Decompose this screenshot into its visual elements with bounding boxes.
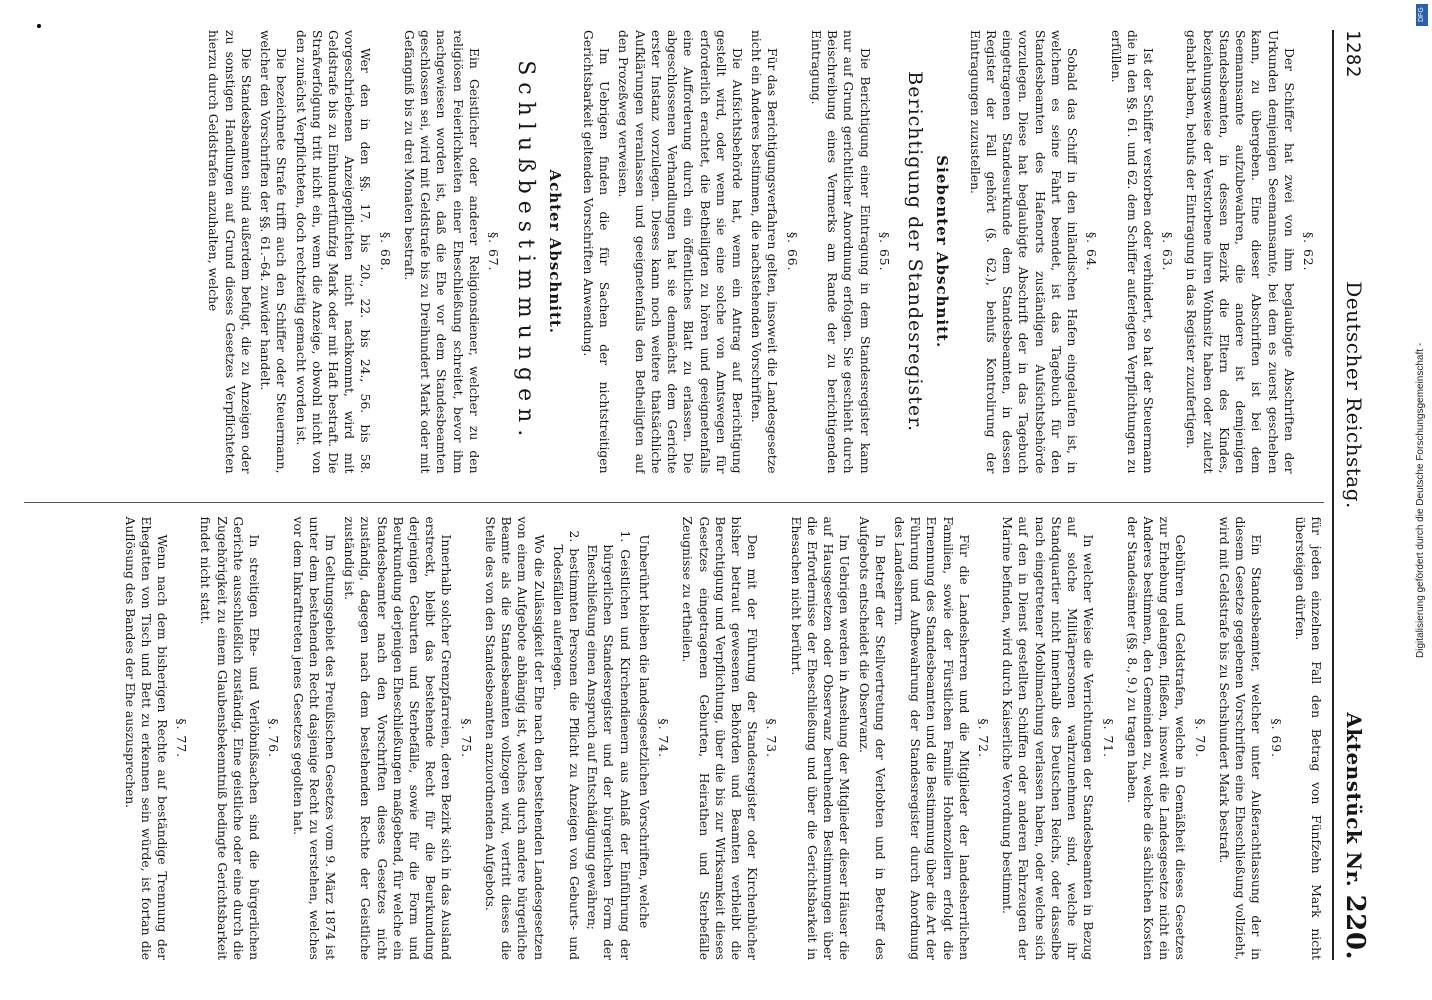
right-column — [24, 502, 1324, 961]
paragraph-heading: §. 65. — [876, 231, 891, 272]
paragraph-text: Im Uebrigen werden in Ansehung der Mitglieder dieser Häuser die auf Hausgesetzen oder Observanz beruhenden Bestimmungen über die Erfordernisse der Eheschließung und über die Gerichtsbarkeit in Ehesachen nicht berührt. — [788, 516, 852, 960]
paragraph-heading: §. 77. — [174, 718, 189, 759]
paragraph-text: Für die Landesherren und die Mitglieder der landesherrlichen Familien, sowie der Fürstlichen Familie Hohenzollern erfolgt die Ernennung des Standesbeamten und die Bestimmung über die Art der Führung und Aufbewahrung der Standesregister durch Anordnung des Landesherrn. — [891, 516, 971, 960]
paragraph-text: für jeden einzelnen Fall den Betrag von Fünfzehn Mark nicht übersteigen dürfen. — [1292, 516, 1323, 960]
paragraph-text: Wenn nach dem bisherigen Rechte auf beständige Trennung der Ehegatten von Tisch und Bett zu erkennen sein würde, ist fortan die Auflösung des Bandes der Ehe auszusprechen. — [122, 516, 169, 960]
paragraph-text: Ist der Schiffer verstorben oder verhindert, so hat der Steuermann die in den §§. 61. und 62. dem Schiffer auferlegten Verpflichtungen zu erfüllen. — [1108, 30, 1156, 474]
paragraph-text: Wer den in den §§. 17. bis 20., 22. bis 24., 56. bis 58. vorgeschriebenen Anzeigepflichten nicht nachkommt, wird mit Geldstrafe bis zu Einhundertfünfzig Mark oder mit Haft bestraft. Die Strafverfolgung tritt nicht ein, wenn die Anzeige, obwohl nicht von den zunächst Verpflichteten, doch rechtzeitig gemacht worden ist. — [293, 30, 373, 474]
paragraph-text: Im Uebrigen finden die für Sachen der nichtstreitigen Gerichtsbarkeit geltenden Vorschriften Anwendung. — [581, 30, 612, 474]
paragraph-text: Die Standesbeamten sind außerdem befugt, die zu Anzeigen oder zu sonstigen Handlungen auf Grund dieses Gesetzes Verpflichteten hierzu durch Geldstrafen anzuhalten, welche — [206, 30, 253, 474]
left-column — [24, 30, 1324, 474]
paragraph-heading: §. 64. — [1084, 231, 1099, 272]
paragraph-heading: §. 69. — [1268, 718, 1283, 759]
paragraph-heading: §. 73. — [764, 718, 779, 759]
paragraph-text: Ein Standesbeamter, welcher unter Außerachtlassung der in diesem Gesetze gegebenen Vorschriften eine Eheschließung vollzieht, wird mit Geldstrafe bis zu Sechshundert Mark bestraft. — [1216, 516, 1264, 960]
paragraph-heading: §. 71. — [1100, 718, 1115, 759]
paragraph-text: Die bezeichnete Strafe trifft auch den Schiffer oder Steuermann, welcher den Vorschriften der §§. 61.–64. zuwider handelt. — [258, 30, 289, 474]
document-label: Aktenstück Nr. — [1342, 712, 1366, 888]
paragraph-heading: §. 70. — [1192, 718, 1207, 759]
paragraph-text: Unberührt bleiben die landesgesetzlichen Vorschriften, welche — [636, 534, 651, 929]
paragraph-heading: §. 62. — [1301, 231, 1315, 272]
paragraph-text: Gebühren und Geldstrafen, welche in Gemäßheit dieses Gesetzes zur Erhebung gelangen, fließen, insoweit die Landesgesetze nicht ein Anderes bestimmen, den Gemeinden zu, welche die sächlichen Kosten der Standesämter (§§. 8., 9.) zu tragen haben. — [1124, 516, 1188, 960]
paragraph-heading: §. 75. — [458, 718, 473, 759]
paragraph-text: Wo die Zulässigkeit der Ehe nach den bestehenden Landesgesetzen von einem Aufgebote abhängig ist, welches durch andere bürgerliche Beamte als die Standesbeamten vollzogen wird, vertritt dieses die Stelle des von den Standesbeamten anzuordnenden Aufgebots. — [482, 516, 546, 960]
paragraph-text: Sobald das Schiff in den inländischen Hafen eingelaufen ist, in welchem es seine Fahrt beendet, ist das Tagebuch für den Standesbeamten des Hafenorts zuständigen Aufsichtsbehörde vorzulegen. Diese hat beglaubigte Abschrift der in das Tagebuch eingetragenen Standesurkunde dem Standesbeamten, in dessen Register der Fall gehört (§. 62.), behufs Kontrolirung der Eintragungen zuzustellen. — [967, 30, 1080, 474]
publication-title: Deutscher Reichstag. — [1342, 281, 1366, 509]
paragraph-text: In streitigen Ehe- und Verlöbnißsachen sind die bürgerlichen Gerichte ausschließlich zuständig. Eine geistliche oder eine durch die Zugehörigkeit zu einem Glaubensbekenntniß bedingte Gerichtsbarkeit findet nicht statt. — [198, 516, 262, 960]
paragraph-heading: §. 76. — [266, 718, 281, 759]
paragraph-text: Der Schiffer hat zwei von ihm beglaubigte Abschriften der Urkunden demjenigen Seemannsamte, bei dem es zuerst geschehen kann, zu übergeben. Eine dieser Abschriften ist bei dem Seemannsamte aufzubewahren, die andere ist demjenigen Standesbeamten, in dessen Bezirk die Eltern des Kindes, beziehungsweise der Verstorbene ihren Wohnsitz haben oder zuletzt gehabt haben, behufs der Eintragung in das Register zuzufertigen. — [1184, 30, 1296, 474]
paragraph-text: Den mit der Führung der Standesregister oder Kirchenbücher bisher betraut gewesenen Behörden und Beamten verbleibt die Berechtigung und Verpflichtung, über die bis zur Wirksamkeit dieses Gesetzes eingetragenen Geburten, Heirathen und Sterbefälle Zeugnisse zu ertheilen. — [680, 516, 760, 960]
paragraph-text: Die Aufsichtsbehörde hat, wenn ein Antrag auf Berichtigung gestellt wird, oder wenn sie eine solche von Amtswegen für erforderlich erachtet, die Betheiligten zu hören und geeignetenfalls eine Aufforderung durch ein öffentliches Blatt zu erlassen. Die abgeschlossenen Verhandlungen hat sie demnächst dem Gerichte erster Instanz vorzulegen. Dieses kann noch weitere thatsächliche Aufklärungen veranlassen und geeignetenfalls den Betheiligten auf den Prozeßweg verweisen. — [616, 30, 744, 474]
list-item: 1. Geistlichen und Kirchendienern aus Anlaß der Einführung der bürgerlichen Standesregister und der bürgerlichen Form der Eheschließung einen Anspruch auf Entschädigung gewähren; — [585, 530, 632, 960]
paragraph-text: In welcher Weise die Verrichtungen der Standesbeamten in Bezug auf solche Militärpersonen wahrzunehmen sind, welche ihr Standquartier nicht innerhalb des Deutschen Reichs, oder dasselbe nach eingetretener Mobilmachung verlassen haben, oder welche sich auf den in Dienst gestellten Schiffen oder anderen Fahrzeugen der Marine befinden, wird durch Kaiserliche Verordnung bestimmt. — [1000, 516, 1096, 960]
digitization-credit: Digitalisierung gefördert durch die Deutsche Forschungsgemeinschaft - — [1415, 342, 1426, 658]
paragraph-text: Ein Geistlicher oder anderer Religionsdiener, welcher zu den religiösen Feierlichkeiten einer Eheschließung schreitet, bevor ihm nachgewiesen worden ist, daß die Ehe vor dem Standesbeamten geschlossen sei, wird mit Geldstrafe bis zu Dreihundert Mark oder mit Gefängniß bis zu drei Monaten bestraft. — [401, 30, 481, 474]
section-title: Schlußbestimmungen. — [513, 60, 539, 444]
document-number-value: 220. — [1340, 894, 1370, 960]
section-title: Berichtigung der Standesregister. — [903, 71, 926, 433]
paragraph-heading: §. 72. — [976, 718, 991, 759]
paragraph-heading: §. 63. — [1160, 231, 1175, 272]
paragraph-text: Im Geltungsgebiet des Preußischen Gesetzes vom 9. März 1874 ist unter dem bestehenden Recht dasjenige Recht zu verstehen, welches vor dem Inkrafttreten jenes Gesetzes gegolten hat. — [290, 516, 337, 960]
paragraph-text: Innerhalb solcher Grenzpfarreien, deren Bezirk sich in das Ausland erstreckt, bleibt das bestehende Recht für die Beurkundung derjenigen Geburten und Sterbefälle, sowie für die Form und Beurkundung derjenigen Eheschließungen maßgebend, für welche ein Standesbeamter nach den Vorschriften dieses Gesetzes nicht zuständig, dagegen nach dem bestehenden Rechte der Geistliche zuständig ist. — [342, 516, 454, 960]
numbered-list — [550, 531, 633, 961]
paragraph-heading: §. 67. — [485, 231, 500, 272]
page-header — [1332, 30, 1370, 960]
page-number: 1282 — [1342, 30, 1364, 78]
paragraph-heading: §. 66. — [784, 231, 799, 272]
dfg-logo: DFG — [1416, 4, 1428, 26]
section-heading: Achter Abschnitt. — [545, 169, 564, 335]
paragraph-text: Für das Berichtigungsverfahren gelten, insoweit die Landesgesetze nicht ein Anderes bestimmen, die nachstehenden Vorschriften. — [749, 30, 780, 474]
paragraph-text: In Betreff der Stellvertretung der Verlobten und in Betreff des Aufgebots entscheidet die Observanz. — [856, 516, 887, 960]
section-heading: Siebenter Abschnitt. — [932, 155, 951, 349]
list-item: 2. bestimmten Personen die Pflicht zu Anzeigen von Geburts- und Todesfällen auferlegen. — [550, 530, 582, 960]
paragraph-heading: §. 68. — [377, 231, 392, 272]
paragraph-text: Die Berichtigung einer Eintragung in dem Standesregister kann nur auf Grund gerichtlicher Anordnung erfolgen. Sie geschieht durch Beischreibung eines Vermerks am Rande der zu berichtigenden Eintragung. — [808, 30, 872, 474]
document-number — [1340, 712, 1370, 960]
paragraph-heading: §. 74. — [656, 718, 671, 759]
